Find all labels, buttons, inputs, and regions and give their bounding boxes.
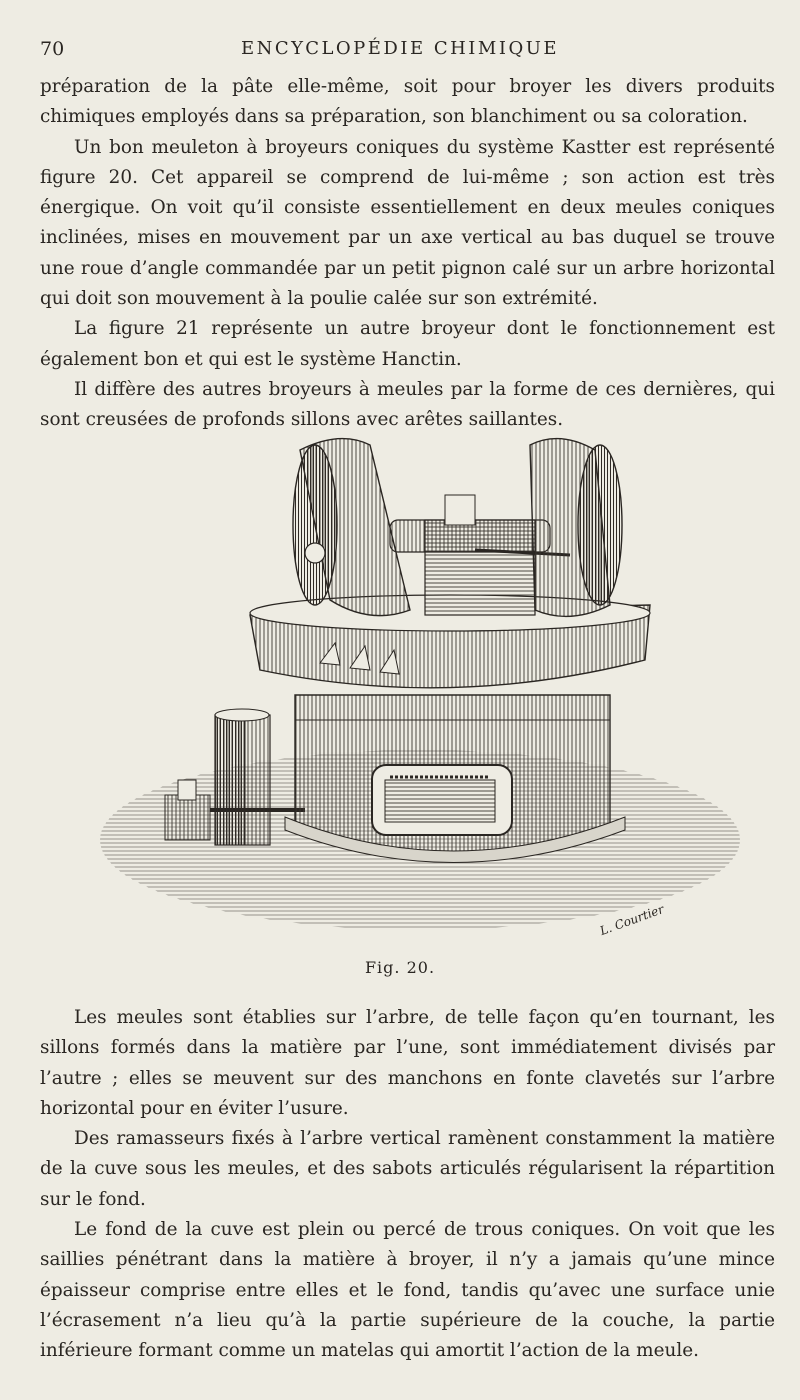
- top-text-block: [40, 72, 775, 436]
- right-millstone: [530, 439, 622, 617]
- paragraph: La figure 21 représente un autre broyeur dont le fonctionnement est également bon et qui est le système Hanctin.: [40, 318, 775, 370]
- paragraph: Des ramasseurs fixés à l’arbre vertical ramènent constamment la matière de la cuve sous les meules, et des sabots articulés régularisent la répartition sur le fond.: [40, 1128, 775, 1210]
- paragraph: Le fond de la cuve est plein ou percé de trous coniques. On voit que les saillies pénétrant dans la matière à broyer, il n’y a jamais qu’une mince épaisseur comprise entre elles et le fond, tandis qu’avec une surface unie l’écrasement n’a lieu qu’à la partie supérieure de la couche, la partie inférieure formant comme un matelas qui amortit l’action de la meule.: [40, 1219, 775, 1362]
- paragraph: préparation de la pâte elle-même, soit pour broyer les divers produits chimiques employés dans sa préparation, son blanchiment ou sa coloration.: [40, 76, 775, 128]
- mill-base: [285, 695, 625, 863]
- running-title: ENCYCLOPÉDIE CHIMIQUE: [240, 38, 560, 59]
- paragraph: Il diffère des autres broyeurs à meules par la forme de ces dernières, qui sont creusées de profonds sillons avec arêtes saillantes.: [40, 378, 775, 431]
- bottom-text-block: [40, 1003, 775, 1367]
- engraver-signature: L. Courtier: [598, 902, 666, 939]
- page-header: [40, 38, 760, 68]
- paragraph: Un bon meuleton à broyeurs coniques du système Kastter est représenté figure 20. Cet appareil se comprend de lui-même ; son action est très énergique. On voit qu’il consiste essentiellement en deux meules coniques inclinées, mises en mouvement par un axe vertical au bas duquel se trouve une roue d’angle commandée par un petit pignon calé sur un arbre horizontal qui doit son mouvement à la poulie calée sur son extrémité.: [40, 136, 775, 310]
- paragraph: Les meules sont établies sur l’arbre, de telle façon qu’en tournant, les sillons formés dans la matière par l’une, sont immédiatement divisés par l’autre ; elles se meuvent sur des manchons en fonte clavetés sur l’arbre horizontal pour en éviter l’usure.: [40, 1007, 775, 1119]
- grinding-mill-engraving: [90, 425, 740, 945]
- figure-caption: Fig. 20.: [364, 958, 436, 977]
- page-number: 70: [40, 38, 65, 60]
